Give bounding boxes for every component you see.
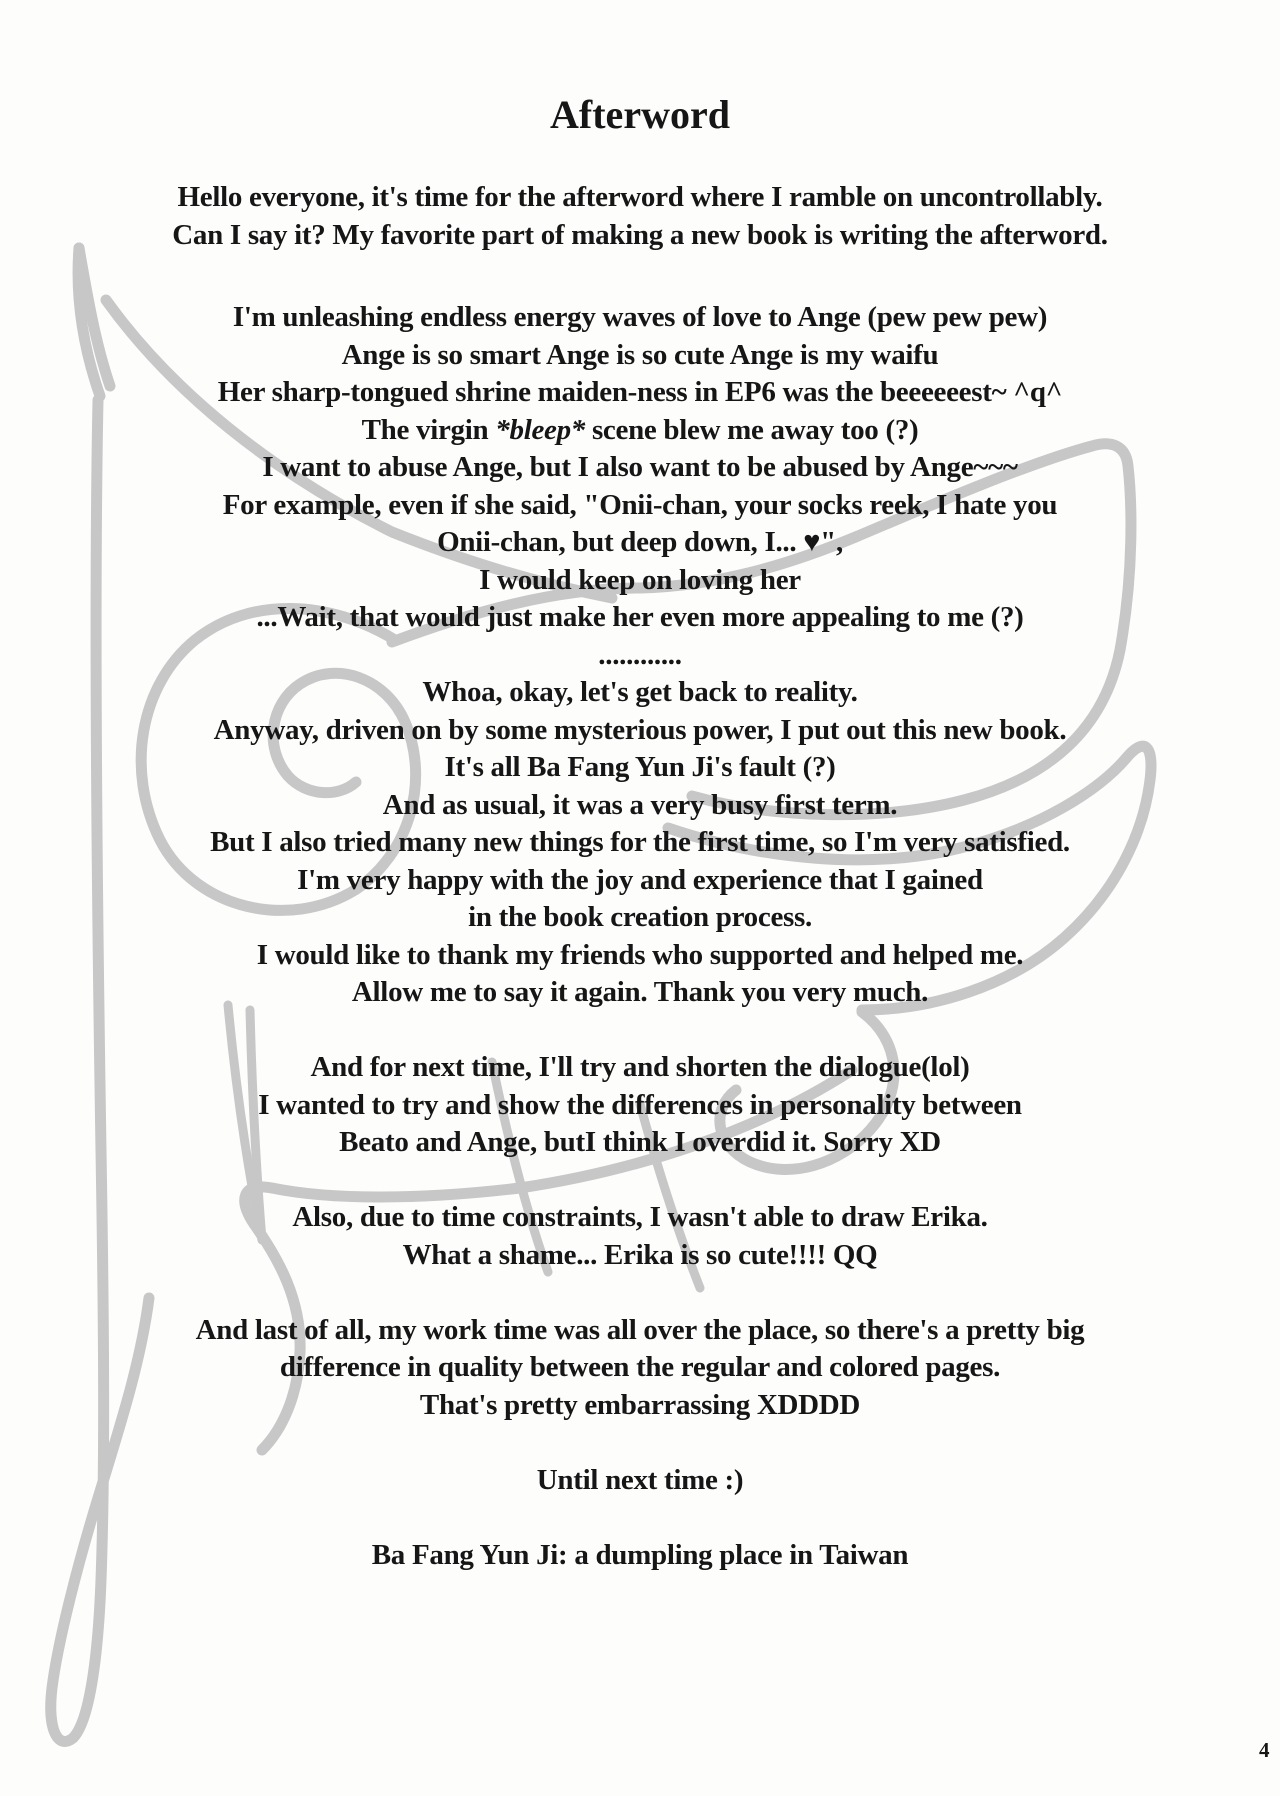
text-line: And for next time, I'll try and shorten the dialogue(lol) [310,1051,970,1083]
text-line: That's pretty embarrassing XDDDD [419,1388,861,1421]
paragraph [0,1199,1280,1274]
text-line: And last of all, my work time was all over the place, so there's a pretty big [195,1313,1085,1346]
text-line: Her sharp-tongued shrine maiden-ness in EP6 was the beeeeeest~ ^q^ [217,376,1063,408]
text-line: difference in quality between the regular and colored pages. [279,1351,1001,1383]
text-line: I would like to thank my friends who supported and helped me. [256,938,1024,971]
text-line: For example, even if she said, "Onii-chan, your socks reek, I hate you [222,488,1058,521]
text-line: I'm unleashing endless energy waves of love to Ange (pew pew pew) [232,301,1048,333]
text-line: And as usual, it was a very busy first term. [382,788,898,821]
page-number: 4 [1259,1738,1270,1762]
text-line: ............ [598,638,682,671]
text-line: It's all Ba Fang Yun Ji's fault (?) [444,751,836,783]
text-line: I'm very happy with the joy and experience that I gained [297,863,983,896]
text-line: The virgin *bleep* scene blew me away too (?) [361,413,919,446]
text-line: Anyway, driven on by some mysterious power, I put out this new book. [213,713,1067,746]
text-line: ...Wait, that would just make her even more appealing to me (?) [256,601,1024,633]
paragraph [0,1049,1280,1162]
text-line: Onii-chan, but deep down, I... ♥", [437,526,843,558]
text-line: I would keep on loving her [479,563,801,596]
paragraph [0,1312,1280,1425]
text-line: What a shame... Erika is so cute!!!! QQ [402,1238,878,1271]
paragraph [0,1462,1280,1500]
text-line: Hello everyone, it's time for the afterword where I ramble on uncontrollably. [177,181,1103,213]
page-title: Afterword [550,92,730,137]
text-line: I wanted to try and show the differences in personality between [258,1088,1022,1121]
text-line: in the book creation process. [468,901,812,933]
text-line: Until next time :) [536,1463,744,1496]
text-line: Also, due to time constraints, I wasn't able to draw Erika. [292,1201,988,1233]
paragraph [0,299,1280,1012]
text-line: Allow me to say it again. Thank you very much. [351,976,929,1008]
text-line: Ange is so smart Ange is so cute Ange is my waifu [341,338,939,371]
text-line: Whoa, okay, let's get back to reality. [422,676,858,708]
text-line: But I also tried many new things for the first time, so I'm very satisfied. [210,826,1070,858]
text-line: I want to abuse Ange, but I also want to be abused by Ange~~~ [262,451,1018,483]
paragraph [0,1537,1280,1575]
text-line: Ba Fang Yun Ji: a dumpling place in Taiwan [371,1538,909,1571]
paragraph [0,179,1280,254]
text-line: Can I say it? My favorite part of making a new book is writing the afterword. [172,218,1108,251]
text-line: Beato and Ange, butI think I overdid it. Sorry XD [339,1126,941,1158]
